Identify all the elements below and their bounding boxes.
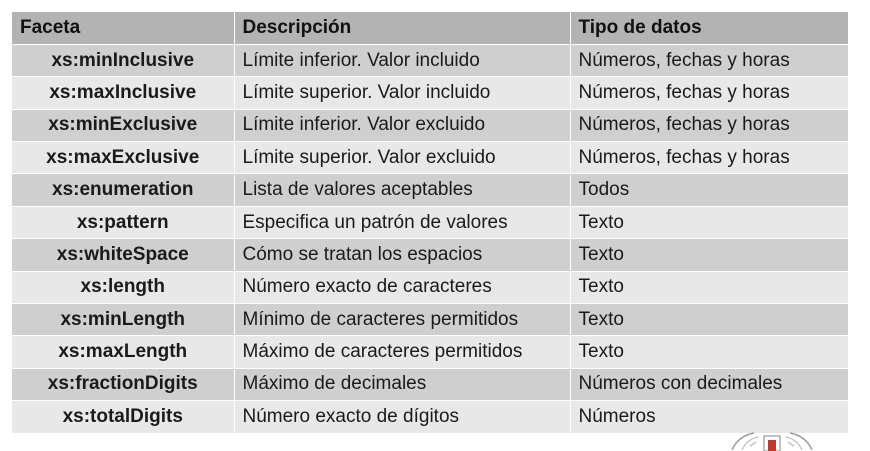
facets-table [12,12,849,434]
facet-name-cell: xs:minLength [12,304,234,336]
facet-name-cell: xs:enumeration [12,174,234,206]
seal-icon [724,430,820,451]
facet-name-cell: xs:maxInclusive [12,77,234,109]
facet-name-cell: xs:whiteSpace [12,239,234,271]
header-data-type: Tipo de datos [570,12,848,44]
description-cell: Número exacto de caracteres [234,271,570,303]
data-type-cell: Texto [570,239,848,271]
table-row [12,206,848,238]
data-type-cell: Números, fechas y horas [570,142,848,174]
table-row [12,44,848,76]
data-type-cell: Números, fechas y horas [570,109,848,141]
facet-name-cell: xs:maxExclusive [12,142,234,174]
description-cell: Especifica un patrón de valores [234,206,570,238]
facet-name-cell: xs:pattern [12,206,234,238]
header-description: Descripción [234,12,570,44]
table-row [12,174,848,206]
data-type-cell: Texto [570,271,848,303]
description-cell: Límite inferior. Valor excluido [234,109,570,141]
table-row [12,304,848,336]
data-type-cell: Texto [570,206,848,238]
data-type-cell: Números, fechas y horas [570,44,848,76]
table-header-row [12,12,848,44]
data-type-cell: Todos [570,174,848,206]
description-cell: Lista de valores aceptables [234,174,570,206]
institution-seal-logo [724,430,820,451]
table-row [12,401,848,433]
table-row [12,109,848,141]
description-cell: Máximo de caracteres permitidos [234,336,570,368]
facet-name-cell: xs:minInclusive [12,44,234,76]
description-cell: Número exacto de dígitos [234,401,570,433]
table-row [12,271,848,303]
facet-name-cell: xs:totalDigits [12,401,234,433]
description-cell: Límite superior. Valor incluido [234,77,570,109]
table-row [12,239,848,271]
data-type-cell: Números, fechas y horas [570,77,848,109]
table-row [12,142,848,174]
description-cell: Límite superior. Valor excluido [234,142,570,174]
table-row [12,336,848,368]
description-cell: Máximo de decimales [234,368,570,400]
data-type-cell: Texto [570,304,848,336]
header-facet: Faceta [12,12,234,44]
data-type-cell: Números con decimales [570,368,848,400]
table-row [12,368,848,400]
description-cell: Límite inferior. Valor incluido [234,44,570,76]
data-type-cell: Texto [570,336,848,368]
description-cell: Mínimo de caracteres permitidos [234,304,570,336]
facet-name-cell: xs:fractionDigits [12,368,234,400]
data-type-cell: Números [570,401,848,433]
facet-name-cell: xs:maxLength [12,336,234,368]
facet-name-cell: xs:length [12,271,234,303]
facet-name-cell: xs:minExclusive [12,109,234,141]
description-cell: Cómo se tratan los espacios [234,239,570,271]
table-row [12,77,848,109]
